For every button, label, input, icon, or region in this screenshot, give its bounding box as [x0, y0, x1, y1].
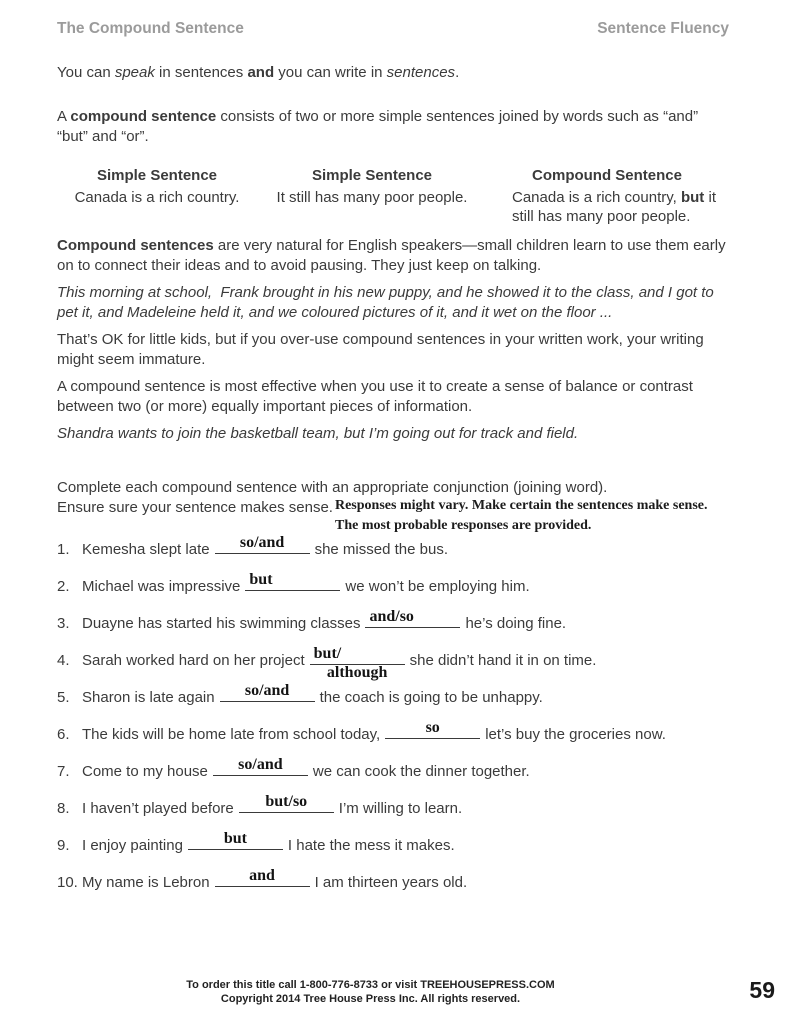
footer-imprint: [0, 978, 741, 1006]
question-number: 10.: [57, 873, 78, 891]
question-row-9: [57, 829, 729, 856]
question-row-2: [57, 570, 729, 597]
question-row-10: [57, 866, 729, 893]
question-number: 3.: [57, 614, 70, 632]
column-header: Simple Sentence: [311, 167, 433, 184]
handwritten-answer: so/and: [239, 533, 285, 551]
question-text: My name is Lebron and I am thirteen years old.: [82, 866, 468, 891]
question-text: Sarah worked hard on her project but/ although she didn’t hand it in on time.: [82, 644, 597, 681]
question-number: 2.: [57, 577, 70, 595]
example-column-compound: [487, 166, 727, 227]
question-row-3: [57, 607, 729, 634]
exercise-instructions: [57, 478, 729, 537]
answer-blank: [385, 718, 480, 739]
column-text: It still has many poor people.: [276, 188, 468, 206]
answer-blank: [365, 607, 460, 628]
body-paragraph-6: A compound sentence is most effective when you use it to create a sense of balance or contrast between two (or more) equally important pieces of information.: [57, 377, 693, 415]
handwritten-answer: so: [425, 718, 440, 736]
handwritten-answer: and: [249, 866, 275, 884]
page-header: [57, 20, 729, 38]
question-row-8: [57, 792, 729, 819]
handwritten-answer: and/so: [369, 607, 414, 625]
question-text: Come to my house so/and we can cook the dinner together.: [82, 755, 530, 780]
handwritten-answer: so/and: [238, 755, 283, 773]
answer-blank: [245, 570, 340, 591]
answer-blank: [188, 829, 283, 850]
question-row-6: [57, 718, 729, 745]
example-table: [57, 166, 729, 227]
handwritten-answer: but/: [313, 644, 342, 662]
footer-order-line: To order this title call 1-800-776-8733 or visit TREEHOUSEPRESS.COM: [186, 979, 555, 991]
question-text: Kemesha slept late so/and she missed the bus.: [82, 533, 448, 558]
body-paragraph-3: Compound sentences are very natural for English speakers—small children learn to use them early on to connect their ideas and to avoid pausing. They just keep on talking.: [57, 236, 726, 274]
question-row-5: [57, 681, 729, 708]
body-paragraph-5: That’s OK for little kids, but if you over-use compound sentences in your written work, your writing might seem immature.: [57, 330, 704, 368]
column-header: Compound Sentence: [531, 167, 682, 184]
question-number: 7.: [57, 762, 70, 780]
question-text: The kids will be home late from school today, so let’s buy the groceries now.: [82, 718, 666, 743]
answer-blank: [310, 644, 405, 681]
instruction-line-2: Ensure sure your sentence makes sense.: [57, 498, 333, 516]
question-list: [57, 533, 729, 893]
answer-blank: [220, 681, 315, 702]
answer-blank: [239, 792, 334, 813]
question-number: 9.: [57, 836, 70, 854]
section-title: Sentence Fluency: [597, 20, 729, 37]
answer-blank: [213, 755, 308, 776]
handwritten-answer: but: [223, 829, 247, 847]
question-number: 5.: [57, 688, 70, 706]
answer-blank: [215, 533, 310, 554]
handwritten-answer: but/so: [265, 792, 308, 810]
answer-blank: [215, 866, 310, 887]
question-row-1: [57, 533, 729, 560]
intro-paragraph-1: You can speak in sentences and you can write in sentences.: [57, 64, 460, 81]
page-number: 59: [749, 977, 775, 1003]
question-number: 1.: [57, 540, 70, 558]
question-text: I enjoy painting but I hate the mess it makes.: [82, 829, 455, 854]
question-row-4: [57, 644, 729, 681]
instruction-line-1: Complete each compound sentence with an appropriate conjunction (joining word).: [57, 478, 608, 496]
question-text: Michael was impressive but we won’t be employing him.: [82, 570, 530, 595]
question-row-7: [57, 755, 729, 782]
question-text: Sharon is late again so/and the coach is going to be unhappy.: [82, 681, 543, 706]
teacher-answer-note: Responses might vary. Make certain the sentences make sense. The most probable responses are provided.: [334, 497, 708, 533]
column-text: Canada is a rich country, but it still has many poor people.: [512, 188, 716, 225]
question-number: 8.: [57, 799, 70, 817]
question-number: 4.: [57, 651, 70, 669]
footer-copyright-line: Copyright 2014 Tree House Press Inc. All rights reserved.: [220, 993, 521, 1005]
column-header: Simple Sentence: [96, 167, 218, 184]
intro-paragraph-2: A compound sentence consists of two or more simple sentences joined by words such as “and” “but” and “or”.: [57, 108, 699, 145]
worksheet-title: The Compound Sentence: [57, 20, 244, 37]
example-column-simple-1: [57, 166, 257, 227]
question-text: I haven’t played before but/so I’m willing to learn.: [82, 792, 463, 817]
handwritten-answer: so/and: [244, 681, 290, 699]
example-column-simple-2: [257, 166, 487, 227]
column-text: Canada is a rich country.: [74, 188, 240, 206]
question-number: 6.: [57, 725, 70, 743]
handwritten-answer-below: although: [326, 663, 388, 681]
handwritten-answer: but: [249, 570, 273, 588]
body-paragraph-4-example: This morning at school, Frank brought in his new puppy, and he showed it to the class, and I got to pet it, and Madeleine held it, and we coloured pictures of it, and it wet on the floor ...: [57, 283, 714, 321]
question-text: Duayne has started his swimming classes and/so he’s doing fine.: [82, 607, 567, 632]
body-paragraph-7-example: Shandra wants to join the basketball team, but I’m going out for track and field.: [57, 424, 579, 442]
instruction-line-2-row: [57, 498, 729, 537]
